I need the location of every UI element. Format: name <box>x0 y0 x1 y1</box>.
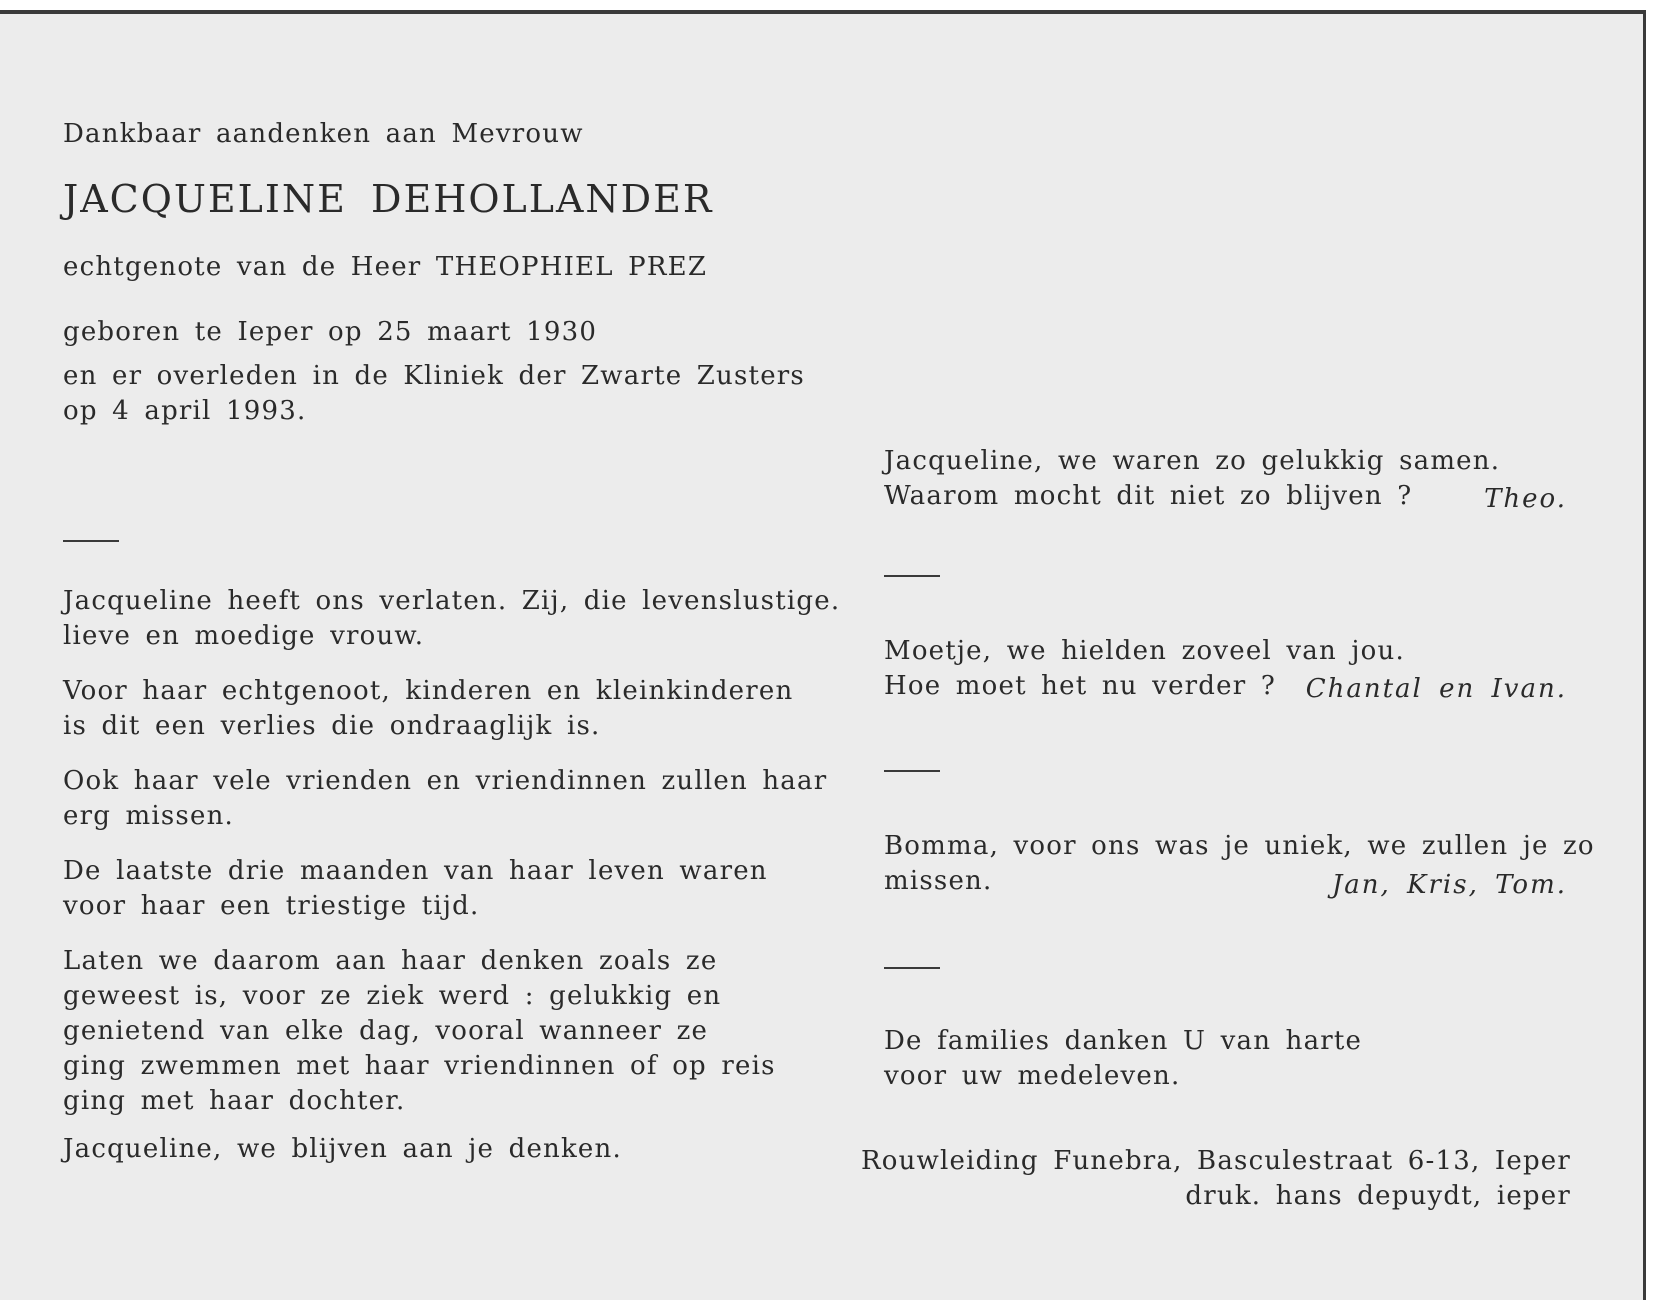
divider-left <box>63 540 119 542</box>
printer-line: druk. hans depuydt, ieper <box>1185 1181 1571 1211</box>
tribute-line: Jacqueline heeft ons verlaten. Zij, die levenslustige. <box>63 586 841 616</box>
tribute-paragraph-6 <box>63 1132 622 1167</box>
thanks-line: De families danken U van harte <box>884 1026 1363 1056</box>
tribute-paragraph-3 <box>63 764 827 834</box>
birth-line-1: geboren te Ieper op 25 maart 1930 <box>63 317 598 347</box>
tribute-line: De laatste drie maanden van haar leven waren <box>63 856 768 886</box>
tribute-line: is dit een verlies die ondraaglijk is. <box>63 711 601 741</box>
birth-death-info <box>63 315 805 429</box>
signature-grandchildren: Jan, Kris, Tom. <box>1331 870 1567 900</box>
signature-theo: Theo. <box>1484 484 1567 514</box>
message-line: Hoe moet het nu verder ? <box>884 671 1276 701</box>
birth-line-2: en er overleden in de Kliniek der Zwarte Zusters <box>63 361 805 391</box>
birth-line-3: op 4 april 1993. <box>63 396 307 426</box>
family-thanks <box>884 1024 1362 1094</box>
divider-right-3 <box>884 967 940 969</box>
tribute-paragraph-4 <box>63 854 768 924</box>
tribute-line: lieve en moedige vrouw. <box>63 621 425 651</box>
tribute-line: voor haar een triestige tijd. <box>63 891 480 921</box>
tribute-line: Jacqueline, we blijven aan je denken. <box>63 1134 622 1164</box>
message-line: Jacqueline, we waren zo gelukkig samen. <box>884 446 1501 476</box>
tribute-paragraph-1 <box>63 584 840 654</box>
tribute-line: Laten we daarom aan haar denken zoals ze <box>63 946 718 976</box>
message-theo <box>884 444 1500 514</box>
divider-right-1 <box>884 575 940 577</box>
tribute-paragraph-5 <box>63 944 776 1119</box>
signature-chantal-ivan: Chantal en Ivan. <box>1305 674 1567 704</box>
memorial-card <box>0 10 1646 1300</box>
tribute-line: erg missen. <box>63 801 234 831</box>
message-line: missen. <box>884 866 993 896</box>
spouse-line: echtgenote van de Heer THEOPHIEL PREZ <box>63 252 708 282</box>
message-line: Bomma, voor ons was je uniek, we zullen je zo <box>884 831 1595 861</box>
tribute-line: genietend van elke dag, vooral wanneer ze <box>63 1016 709 1046</box>
funeral-home-line: Rouwleiding Funebra, Basculestraat 6-13, Ieper <box>860 1146 1571 1176</box>
tribute-line: geweest is, voor ze ziek werd : gelukkig en <box>63 981 722 1011</box>
tribute-line: Voor haar echtgenoot, kinderen en kleinkinderen <box>63 676 794 706</box>
divider-right-2 <box>884 770 940 772</box>
deceased-name: JACQUELINE DEHOLLANDER <box>63 177 714 221</box>
tribute-paragraph-2 <box>63 674 793 744</box>
tribute-line: ging met haar dochter. <box>63 1086 406 1116</box>
tribute-line: ging zwemmen met haar vriendinnen of op reis <box>63 1051 776 1081</box>
thanks-line: voor uw medeleven. <box>884 1061 1181 1091</box>
intro-line: Dankbaar aandenken aan Mevrouw <box>63 119 584 149</box>
message-line: Moetje, we hielden zoveel van jou. <box>884 636 1405 666</box>
message-line: Waarom mocht dit niet zo blijven ? <box>884 481 1413 511</box>
tribute-line: Ook haar vele vrienden en vriendinnen zullen haar <box>63 766 828 796</box>
